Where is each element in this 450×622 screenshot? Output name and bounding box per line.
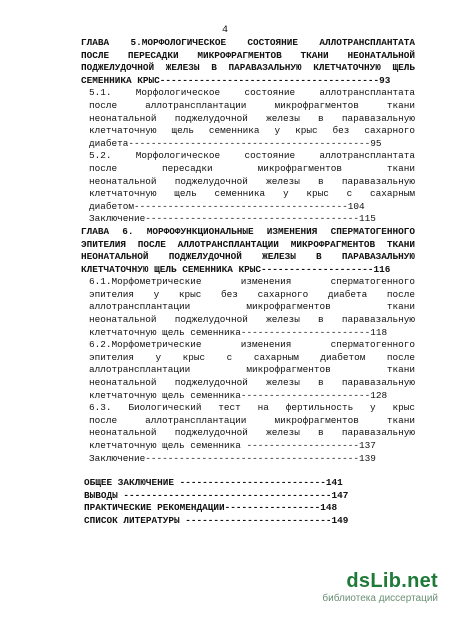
toc-chapter (58, 37, 415, 87)
toc-line: неонатальной поджелудочной железы в паравазальную (89, 112, 415, 124)
toc-line: после пересадки микрофрагментов ткани (89, 162, 415, 174)
toc-line: 5.1. Морфологическое состояние аллотрансплантата (89, 87, 415, 99)
toc-chapter (58, 226, 415, 276)
toc-line: ГЛАВА 5.МОРФОЛОГИЧЕСКОЕ СОСТОЯНИЕ АЛЛОТРАНСПЛАНТАТА (81, 37, 415, 48)
summary-item: ВЫВОДЫ -------------------------------------147 (84, 489, 349, 501)
toc-line: СЕМЕННИКА КРЫС---------------------------------------93 (81, 74, 391, 86)
toc-line: неонатальной поджелудочной железы в паравазальную (89, 427, 415, 439)
toc-line: эпителия у крыс без сахарного диабета после (89, 288, 415, 300)
toc-section (58, 339, 415, 402)
summary-item: ОБЩЕЕ ЗАКЛЮЧЕНИЕ --------------------------141 (84, 477, 343, 489)
toc-line: 6.1.Морфометрические изменения сперматогенного (89, 276, 415, 288)
toc-line: 5.2. Морфологическое состояние аллотрансплантата (89, 150, 415, 162)
toc-line: клетчаточную щель семенника у крыс без сахарного (89, 125, 415, 137)
toc-section (58, 150, 415, 213)
toc-line: неонатальной поджелудочной железы в паравазальную (89, 377, 415, 389)
toc-line: ПОДЖЕЛУДОЧНОЙ ЖЕЛЕЗЫ В ПАРАВАЗАЛЬНУЮ КЛЕТЧАТОЧНУЮ ЩЕЛЬ (81, 62, 415, 74)
toc-line: клетчаточную щель семенника у крыс с сахарным (89, 188, 415, 200)
table-of-contents (58, 37, 415, 528)
toc-line: ЭПИТЕЛИЯ ПОСЛЕ АЛЛОТРАНСПЛАНТАЦИИ МИКРОФРАГМЕНТОВ ТКАНИ (81, 238, 415, 250)
page-number: 4 (221, 25, 228, 36)
toc-line: неонатальной поджелудочной железы в паравазальную (89, 314, 415, 326)
toc-line: КЛЕТЧАТОЧНУЮ ЩЕЛЬ СЕМЕННИКА КРЫС--------------------116 (81, 263, 391, 275)
toc-line: эпителия у крыс с сахарным диабетом после (89, 351, 415, 363)
toc-line: 6.2.Морфометрические изменения сперматогенного (89, 339, 415, 351)
toc-line: диабетом--------------------------------------104 (89, 200, 365, 212)
toc-section (58, 213, 415, 226)
toc-line: клетчаточную щель семенника-----------------------128 (89, 389, 388, 401)
toc-section (58, 87, 415, 150)
toc-line: 6.3. Биологический тест на фертильность у крыс (89, 402, 415, 414)
summary-item: СПИСОК ЛИТЕРАТУРЫ --------------------------149 (84, 514, 349, 526)
toc-line: аллотрансплантации микрофрагментов ткани (89, 301, 415, 313)
toc-line: клетчаточную щель семенника --------------------137 (89, 440, 376, 451)
toc-section (58, 276, 415, 339)
toc-line: аллотрансплантации микрофрагментов ткани (89, 364, 415, 376)
toc-line: Заключение--------------------------------------139 (89, 452, 376, 464)
toc-line: неонатальной поджелудочной железы в паравазальную (89, 175, 415, 187)
dslib-tagline: библиотека диссертаций (322, 593, 438, 604)
summary-list (58, 477, 415, 527)
dslib-watermark (298, 570, 438, 608)
toc-line: после аллотрансплантации микрофрагментов ткани (89, 414, 415, 426)
toc-line: после аллотрансплантации микрофрагментов ткани (89, 99, 415, 111)
toc-line: Заключение--------------------------------------115 (89, 213, 376, 225)
toc-section (58, 402, 415, 452)
toc-section (58, 453, 415, 466)
toc-line: клетчаточную щель семенника-----------------------118 (89, 326, 388, 338)
toc-line: диабета-------------------------------------------95 (89, 137, 382, 149)
summary-item: ПРАКТИЧЕСКИЕ РЕКОМЕНДАЦИИ-----------------148 (84, 502, 338, 514)
toc-line: ПОСЛЕ ПЕРЕСАДКИ МИКРОФРАГМЕНТОВ ТКАНИ НЕОНАТАЛЬНОЙ (81, 49, 415, 61)
toc-line: ГЛАВА 6. МОРФОФУНКЦИОНАЛЬНЫЕ ИЗМЕНЕНИЯ СПЕРМАТОГЕННОГО (81, 225, 415, 237)
toc-line: НЕОНАТАЛЬНОЙ ПОДЖЕЛУДОЧНОЙ ЖЕЛЕЗЫ В ПАРАВАЗАЛЬНУЮ (81, 251, 415, 263)
dslib-logo: dsLib.net (346, 570, 438, 592)
